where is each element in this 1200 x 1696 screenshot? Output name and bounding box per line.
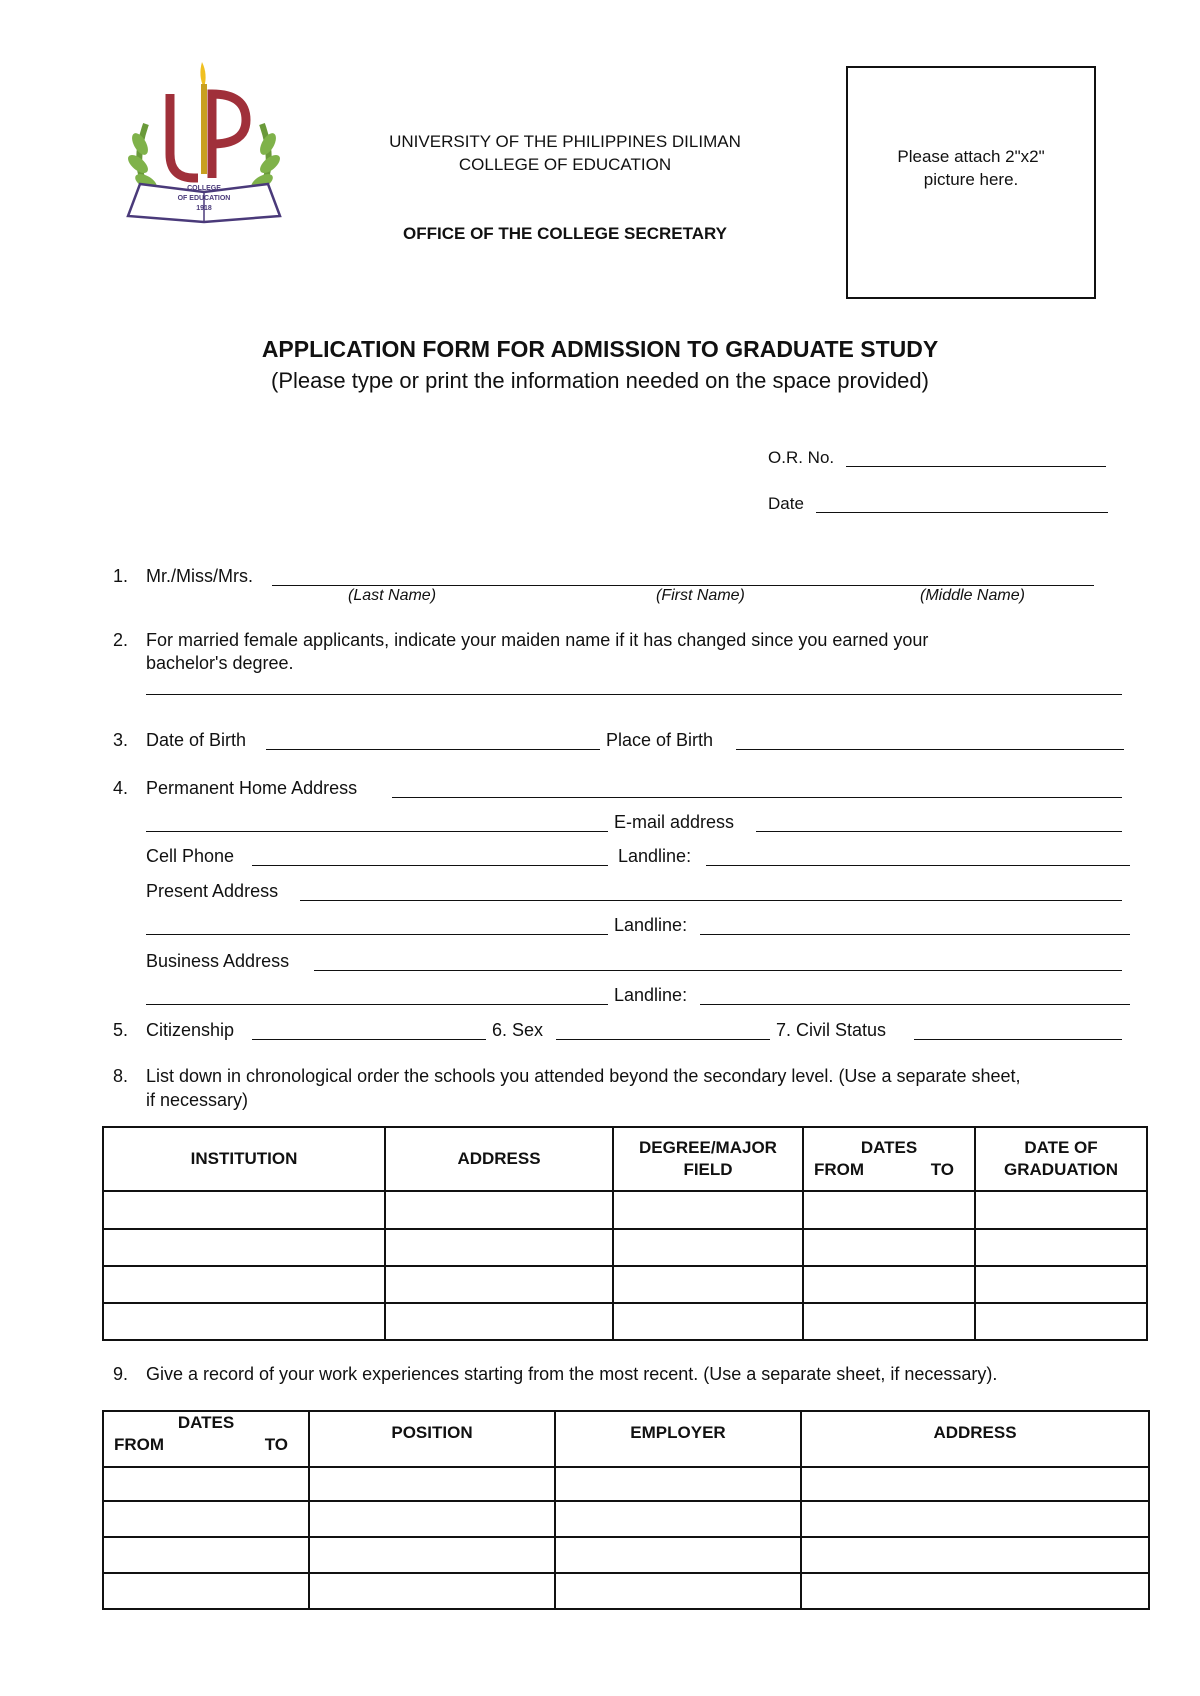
table-cell[interactable] <box>803 1191 975 1229</box>
civil-status-label: 7. Civil Status <box>776 1020 887 1040</box>
cell-phone-field[interactable] <box>252 865 608 866</box>
business-address-label: Business Address <box>146 951 290 971</box>
present-address-field-line2[interactable] <box>146 934 608 935</box>
table-cell[interactable] <box>103 1229 385 1266</box>
office-name: OFFICE OF THE COLLEGE SECRETARY <box>403 224 727 243</box>
work-header-row <box>103 1411 1149 1467</box>
work-dates-title: DATES <box>177 1413 235 1432</box>
table-cell[interactable] <box>803 1266 975 1303</box>
citizenship-label: Citizenship <box>146 1020 235 1040</box>
q4-number: 4. <box>112 778 128 798</box>
table-cell[interactable] <box>801 1467 1149 1501</box>
table-row <box>103 1191 1147 1229</box>
table-cell[interactable] <box>555 1467 801 1501</box>
table-cell[interactable] <box>103 1467 309 1501</box>
business-address-field-line2[interactable] <box>146 1004 608 1005</box>
q8-text-line2: if necessary) <box>146 1090 249 1110</box>
table-cell[interactable] <box>385 1266 613 1303</box>
landline-label-3: Landline: <box>614 985 688 1005</box>
table-row <box>103 1573 1149 1609</box>
table-cell[interactable] <box>103 1191 385 1229</box>
business-address-field[interactable] <box>314 970 1122 971</box>
dates-header <box>803 1127 975 1191</box>
table-cell[interactable] <box>385 1191 613 1229</box>
table-cell[interactable] <box>613 1229 803 1266</box>
employer-header: EMPLOYER <box>555 1411 801 1467</box>
logo-text-year: 1918 <box>196 205 212 212</box>
table-cell[interactable] <box>309 1537 555 1573</box>
address-header: ADDRESS <box>385 1127 613 1191</box>
table-cell[interactable] <box>801 1573 1149 1609</box>
table-row <box>103 1501 1149 1537</box>
present-address-label: Present Address <box>146 881 279 901</box>
table-cell[interactable] <box>975 1303 1147 1340</box>
institution-header: INSTITUTION <box>103 1127 385 1191</box>
degree-header-line1: DEGREE/MAJOR <box>639 1138 777 1157</box>
landline-label-1: Landline: <box>618 846 692 866</box>
q3-number: 3. <box>112 730 128 750</box>
graduation-header-line1: DATE OF <box>1024 1138 1098 1157</box>
form-instruction: (Please type or print the information needed on the space provided) <box>271 368 929 393</box>
table-cell[interactable] <box>613 1191 803 1229</box>
table-cell[interactable] <box>975 1191 1147 1229</box>
work-address-header: ADDRESS <box>801 1411 1149 1467</box>
full-name-field[interactable] <box>272 585 1094 586</box>
form-title: APPLICATION FORM FOR ADMISSION TO GRADUATE STUDY <box>261 336 939 362</box>
q1-number: 1. <box>112 566 128 586</box>
place-of-birth-label: Place of Birth <box>606 730 714 750</box>
landline-field-2[interactable] <box>700 934 1130 935</box>
date-label: Date <box>768 494 804 513</box>
photo-attachment-box <box>846 66 1096 299</box>
or-number-field[interactable] <box>846 466 1106 467</box>
or-number-label: O.R. No. <box>768 448 835 467</box>
permanent-address-field[interactable] <box>392 797 1122 798</box>
date-of-birth-label: Date of Birth <box>146 730 247 750</box>
logo-text-college: COLLEGE <box>187 185 221 192</box>
table-cell[interactable] <box>555 1537 801 1573</box>
graduation-header-line2: GRADUATION <box>1004 1160 1118 1179</box>
last-name-caption: (Last Name) <box>348 587 437 604</box>
table-cell[interactable] <box>801 1501 1149 1537</box>
email-label: E-mail address <box>614 812 735 832</box>
citizenship-field[interactable] <box>252 1039 486 1040</box>
work-dates-header <box>103 1411 309 1467</box>
graduation-header <box>975 1127 1147 1191</box>
position-header: POSITION <box>309 1411 555 1467</box>
dates-header-split <box>804 1159 974 1181</box>
present-address-field[interactable] <box>300 900 1122 901</box>
q9-number: 9. <box>112 1364 128 1384</box>
table-row <box>103 1229 1147 1266</box>
table-cell[interactable] <box>103 1573 309 1609</box>
sex-label: 6. Sex <box>492 1020 544 1040</box>
q9-text: Give a record of your work experiences starting from the most recent. (Use a separate sheet, if necessary). <box>146 1364 998 1384</box>
q2-text-line1: For married female applicants, indicate your maiden name if it has changed since you earned your <box>146 630 929 650</box>
table-cell[interactable] <box>309 1467 555 1501</box>
logo-text-education: OF EDUCATION <box>177 195 231 202</box>
maiden-name-field[interactable] <box>146 694 1122 695</box>
table-cell[interactable] <box>103 1537 309 1573</box>
table-cell[interactable] <box>613 1266 803 1303</box>
photo-instruction: Please attach 2"x2" picture here. <box>897 146 1045 189</box>
table-row <box>103 1303 1147 1340</box>
education-table <box>102 1126 1148 1341</box>
table-cell[interactable] <box>803 1229 975 1266</box>
first-name-caption: (First Name) <box>656 587 745 604</box>
date-field[interactable] <box>816 512 1108 513</box>
landline-field-1[interactable] <box>706 865 1130 866</box>
email-field[interactable] <box>756 831 1122 832</box>
q8-number: 8. <box>112 1066 128 1086</box>
work-experience-table <box>102 1410 1150 1610</box>
middle-name-caption: (Middle Name) <box>920 587 1025 604</box>
table-cell[interactable] <box>801 1537 1149 1573</box>
university-name: UNIVERSITY OF THE PHILIPPINES DILIMAN <box>389 132 741 151</box>
cell-phone-label: Cell Phone <box>146 846 235 866</box>
table-cell[interactable] <box>975 1266 1147 1303</box>
q1-label: Mr./Miss/Mrs. <box>146 566 253 586</box>
work-dates-split <box>104 1434 308 1456</box>
table-cell[interactable] <box>975 1229 1147 1266</box>
table-cell[interactable] <box>385 1229 613 1266</box>
date-of-birth-field[interactable] <box>266 749 600 750</box>
table-cell[interactable] <box>309 1501 555 1537</box>
degree-header-line2: FIELD <box>683 1160 733 1179</box>
permanent-address-field-line2[interactable] <box>146 831 608 832</box>
table-cell[interactable] <box>803 1303 975 1340</box>
table-row <box>103 1266 1147 1303</box>
table-cell[interactable] <box>103 1266 385 1303</box>
table-cell[interactable] <box>385 1303 613 1340</box>
table-cell[interactable] <box>555 1573 801 1609</box>
table-row <box>103 1467 1149 1501</box>
q8-text-line1: List down in chronological order the schools you attended beyond the secondary level. (Use a separate sheet, <box>146 1066 1021 1086</box>
sex-field[interactable] <box>556 1039 770 1040</box>
work-dates-to-label: TO <box>264 1435 288 1454</box>
permanent-address-label: Permanent Home Address <box>146 778 358 798</box>
dates-header-title: DATES <box>860 1138 918 1157</box>
q2-text-line2: bachelor's degree. <box>146 653 294 673</box>
place-of-birth-field[interactable] <box>736 749 1124 750</box>
table-cell[interactable] <box>103 1303 385 1340</box>
work-dates-from-label: FROM <box>114 1435 165 1454</box>
q5-number: 5. <box>112 1020 128 1040</box>
table-cell[interactable] <box>613 1303 803 1340</box>
table-cell[interactable] <box>309 1573 555 1609</box>
table-cell[interactable] <box>555 1501 801 1537</box>
dates-from-label: FROM <box>814 1160 865 1179</box>
landline-field-3[interactable] <box>700 1004 1130 1005</box>
college-name: COLLEGE OF EDUCATION <box>458 155 672 174</box>
q2-number: 2. <box>112 630 128 650</box>
table-cell[interactable] <box>103 1501 309 1537</box>
degree-header <box>613 1127 803 1191</box>
education-header-row <box>103 1127 1147 1191</box>
landline-label-2: Landline: <box>614 915 688 935</box>
civil-status-field[interactable] <box>914 1039 1122 1040</box>
table-row <box>103 1537 1149 1573</box>
dates-to-label: TO <box>930 1160 954 1179</box>
